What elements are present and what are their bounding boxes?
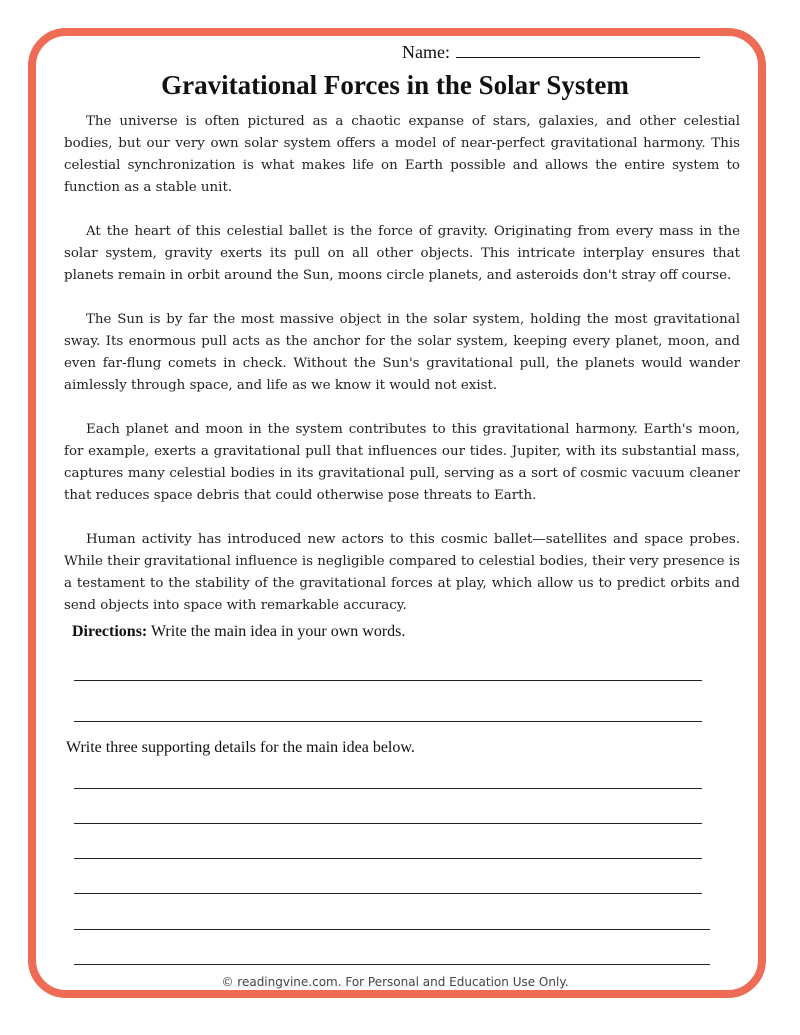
supporting-details-prompt: Write three supporting details for the main idea below. bbox=[66, 739, 415, 756]
answer-line-detail[interactable] bbox=[74, 823, 702, 824]
paragraph: Each planet and moon in the system contributes to this gravitational harmony. Earth's moon, for example, exerts a gravitational pull that influences our tides. Jupiter, with its substantial mass, captures many celestial bodies in its gravitational pull, serving as a sort of cosmic vacuum cleaner that reduces space debris that could otherwise pose threats to Earth. bbox=[64, 422, 740, 503]
answer-line-main-idea[interactable] bbox=[74, 721, 702, 722]
reading-passage bbox=[64, 111, 740, 639]
paragraph: The Sun is by far the most massive object in the solar system, holding the most gravitational sway. Its enormous pull acts as the anchor for the solar system, keeping every planet, moon, and even far-flung comets in check. Without the Sun's gravitational pull, the planets would wander aimlessly through space, and life as we know it would not exist. bbox=[64, 312, 740, 393]
answer-line-detail[interactable] bbox=[74, 964, 710, 965]
answer-line-detail[interactable] bbox=[74, 929, 710, 930]
directions-text: Write the main idea in your own words. bbox=[150, 623, 406, 640]
name-field[interactable] bbox=[402, 42, 722, 63]
answer-line-detail[interactable] bbox=[74, 858, 702, 859]
paragraph: At the heart of this celestial ballet is the force of gravity. Originating from every mass in the solar system, gravity exerts its pull on all other objects. This intricate interplay ensures that planets remain in orbit around the Sun, moons circle planets, and asteroids don't stray off course. bbox=[64, 224, 740, 283]
footer-copyright: © readingvine.com. For Personal and Education Use Only. bbox=[221, 975, 569, 989]
directions-label: Directions: bbox=[72, 623, 148, 640]
answer-line-detail[interactable] bbox=[74, 788, 702, 789]
directions bbox=[72, 623, 405, 641]
name-label: Name: bbox=[402, 42, 450, 62]
answer-line-detail[interactable] bbox=[74, 893, 702, 894]
paragraph: Human activity has introduced new actors to this cosmic ballet—satellites and space probes. While their gravitational influence is negligible compared to celestial bodies, their very presence is a testament to the stability of the gravitational forces at play, which allow us to predict orbits and send objects into space with remarkable accuracy. bbox=[64, 532, 740, 613]
page-title: Gravitational Forces in the Solar System bbox=[161, 70, 629, 100]
answer-line-main-idea[interactable] bbox=[74, 680, 702, 681]
name-blank[interactable] bbox=[456, 43, 700, 58]
paragraph: The universe is often pictured as a chaotic expanse of stars, galaxies, and other celestial bodies, but our very own solar system offers a model of near-perfect gravitational harmony. This celestial synchronization is what makes life on Earth possible and allows the entire system to function as a stable unit. bbox=[64, 114, 740, 195]
